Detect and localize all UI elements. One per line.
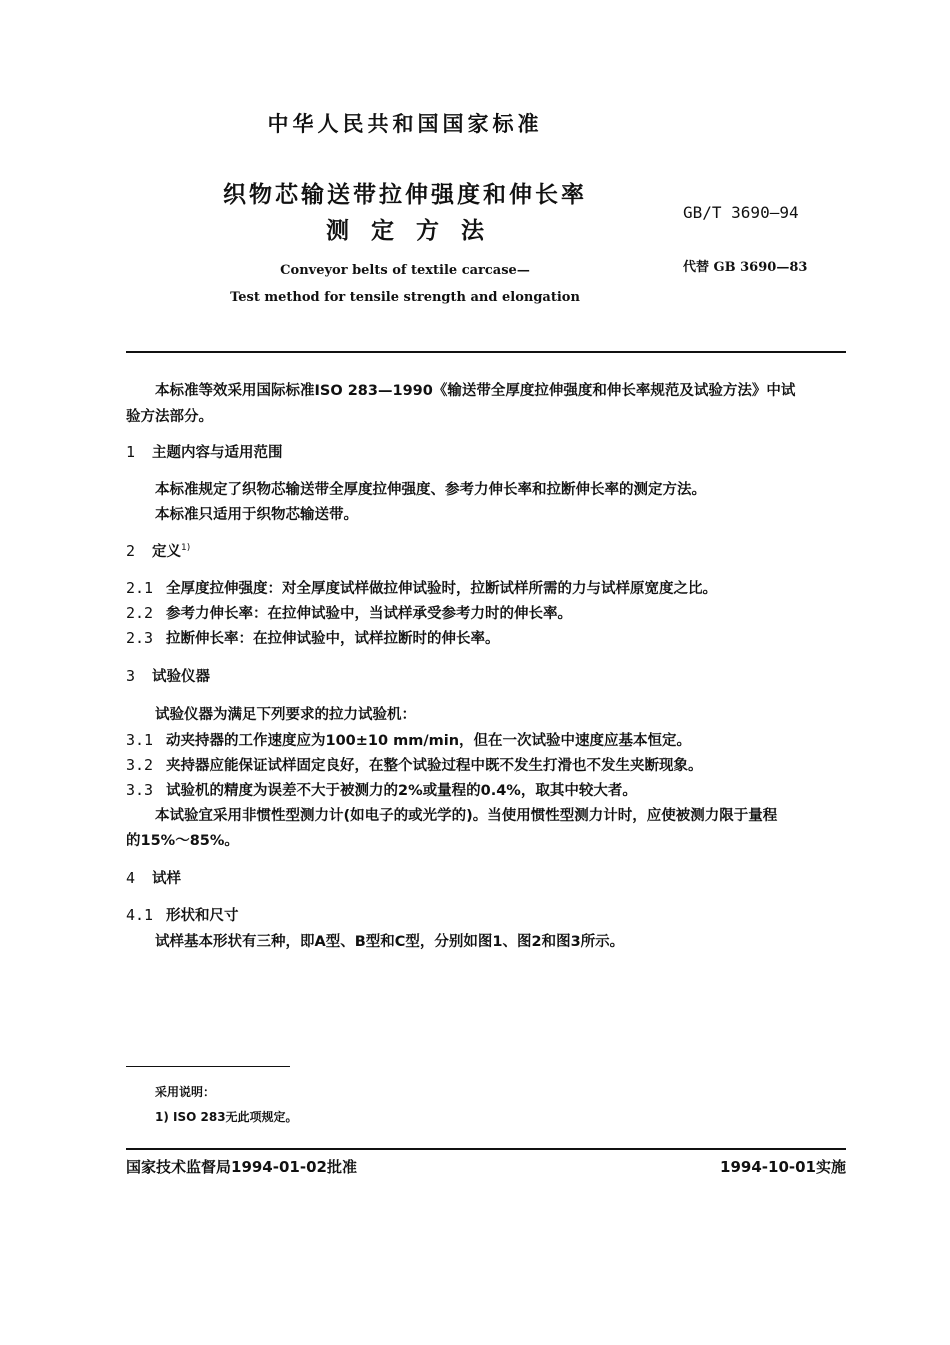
requirement-3-1-text: 动夹持器的工作速度应为100±10 mm/min，但在一次试验中速度应基本恒定。 bbox=[166, 733, 692, 749]
subsection-4-1-title: 形状和尺寸 bbox=[166, 908, 239, 924]
requirement-3-2-number: 3.2 bbox=[126, 756, 154, 774]
document-title-line2: 测定方法 bbox=[326, 218, 506, 244]
intro-line1: 本标准等效采用国际标准ISO 283—1990《输送带全厚度拉伸强度和伸长率规范及试验方法》中试 bbox=[155, 383, 796, 399]
section-3-note-line1: 本试验宜采用非惯性型测力计(如电子的或光学的)。当使用惯性型测力计时，应使被测力限于量程 bbox=[155, 808, 778, 824]
section-2-title: 定义 bbox=[152, 544, 181, 560]
section-2-heading bbox=[126, 540, 190, 561]
section-3-note-line2: 的15%～85%。 bbox=[126, 833, 239, 849]
definition-2-2-text: 参考力伸长率：在拉伸试验中，当试样承受参考力时的伸长率。 bbox=[166, 606, 572, 622]
section-1-paragraph2: 本标准只适用于织物芯输送带。 bbox=[155, 507, 358, 523]
footnote-divider bbox=[126, 1066, 290, 1067]
english-title-line2: Test method for tensile strength and elongation bbox=[230, 290, 580, 305]
section-1-heading bbox=[126, 441, 283, 462]
document-title-line1: 织物芯输送带拉伸强度和伸长率 bbox=[223, 182, 587, 208]
section-2-number: 2 bbox=[126, 542, 136, 560]
english-title-line1: Conveyor belts of textile carcase— bbox=[280, 263, 530, 278]
section-4-heading bbox=[126, 867, 181, 888]
section-4-title: 试样 bbox=[152, 871, 181, 887]
approval-date: 国家技术监督局1994-01-02批准 bbox=[126, 1158, 357, 1176]
requirement-3-1 bbox=[126, 729, 691, 750]
header-divider bbox=[126, 351, 846, 353]
subsection-4-1-heading bbox=[126, 904, 239, 925]
requirement-3-2-text: 夹持器应能保证试样固定良好，在整个试验过程中既不发生打滑也不发生夹断现象。 bbox=[166, 758, 703, 774]
footnote-heading: 采用说明： bbox=[155, 1085, 216, 1099]
definition-2-2-number: 2.2 bbox=[126, 604, 154, 622]
standard-number: GB/T 3690—94 bbox=[683, 203, 799, 222]
footer-divider bbox=[126, 1148, 846, 1150]
section-3-title: 试验仪器 bbox=[152, 669, 210, 685]
section-4-paragraph1: 试样基本形状有三种，即A型、B型和C型，分别如图1、图2和图3所示。 bbox=[155, 934, 625, 950]
section-3-lead: 试验仪器为满足下列要求的拉力试验机： bbox=[155, 707, 416, 723]
standard-org-header: 中华人民共和国国家标准 bbox=[267, 112, 543, 136]
definition-2-2 bbox=[126, 602, 572, 623]
footnote-mark: 1) bbox=[181, 543, 191, 554]
section-1-paragraph1: 本标准规定了织物芯输送带全厚度拉伸强度、参考力伸长率和拉断伸长率的测定方法。 bbox=[155, 482, 706, 498]
section-1-number: 1 bbox=[126, 443, 136, 461]
subsection-4-1-number: 4.1 bbox=[126, 906, 154, 924]
definition-2-1 bbox=[126, 577, 717, 598]
definition-2-3-text: 拉断伸长率：在拉伸试验中，试样拉断时的伸长率。 bbox=[166, 631, 500, 647]
effective-date: 1994-10-01实施 bbox=[720, 1158, 846, 1176]
requirement-3-2 bbox=[126, 754, 703, 775]
replaces-standard: 代替 GB 3690—83 bbox=[683, 260, 808, 275]
definition-2-3-number: 2.3 bbox=[126, 629, 154, 647]
footnote-item: 1) ISO 283无此项规定。 bbox=[155, 1110, 298, 1124]
section-1-title: 主题内容与适用范围 bbox=[152, 445, 283, 461]
requirement-3-1-number: 3.1 bbox=[126, 731, 154, 749]
requirement-3-3-number: 3.3 bbox=[126, 781, 154, 799]
definition-2-1-text: 全厚度拉伸强度：对全厚度试样做拉伸试验时，拉断试样所需的力与试样原宽度之比。 bbox=[166, 581, 717, 597]
definition-2-1-number: 2.1 bbox=[126, 579, 154, 597]
section-3-number: 3 bbox=[126, 667, 136, 685]
section-3-heading bbox=[126, 665, 210, 686]
definition-2-3 bbox=[126, 627, 500, 648]
intro-line2: 验方法部分。 bbox=[126, 409, 213, 425]
requirement-3-3-text: 试验机的精度为误差不大于被测力的2%或量程的0.4%，取其中较大者。 bbox=[166, 783, 637, 799]
section-4-number: 4 bbox=[126, 869, 136, 887]
requirement-3-3 bbox=[126, 779, 637, 800]
